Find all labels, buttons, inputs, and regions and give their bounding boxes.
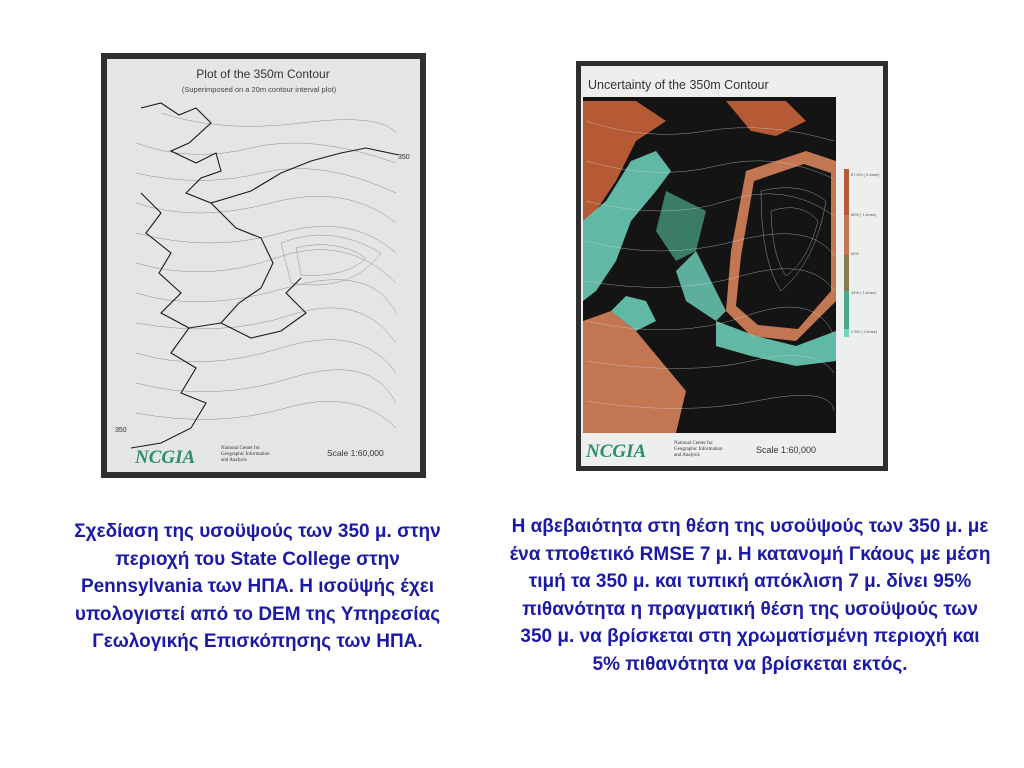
caption-uncertainty: Η αβεβαιότητα στη θέση της υσοϋψούς των 350 μ. με ένα τποθετικό RMSE 7 μ. Η κατανομή Γκάους με μέση τιμή τα 350 μ. και τυπική απόκλιση 7 μ. δίνει 95% πιθανότητα η πραγματική θέση της υσοϋψούς των 350 μ. να βρίσκεται στη χρωματίσμένη περιοχή και 5% πιθανότητα να βρίσκεται εκτός. <box>509 516 991 675</box>
org-line-3: and Analysis <box>674 453 700 458</box>
legend-label-87-5: 87.5% ( 2-tmse) <box>851 172 880 177</box>
uncertainty-map-image <box>576 61 888 471</box>
org-line-3: and Analysis <box>221 458 247 463</box>
legend-swatch-34 <box>844 291 849 329</box>
legend-label-34: 34% ( 1-tmse) <box>851 290 877 295</box>
legend-swatch-66 <box>844 215 849 255</box>
org-line-1: National Center for <box>221 446 260 451</box>
uncertainty-map-svg <box>576 61 888 471</box>
contour-plot-image <box>101 53 426 478</box>
contour-label-350-top: 350 <box>398 154 410 161</box>
uncertainty-title: Uncertainty of the 350m Contour <box>588 78 769 92</box>
plot-title: Plot of the 350m Contour <box>196 67 330 81</box>
map-scale: Scale 1:60,000 <box>327 448 384 458</box>
caption-contour-plot: Σχεδίαση της υσοϋψούς των 350 μ. στην περιοχή του State College στην Pennsylvania των ΗΠΑ. Η ισοϋψής έχει υπολογιστεί από το DEM της Υπηρεσίας Γεωλογικής Επισκόπησης των ΗΠΑ. <box>74 521 441 652</box>
org-line-2: Geographic Information <box>674 447 723 452</box>
plot-subtitle: (Superimposed on a 20m contour interval plot) <box>181 85 337 94</box>
legend-swatch-2-5 <box>844 329 849 337</box>
ncgia-logo: NCGIA <box>135 447 196 468</box>
legend-swatch-50 <box>844 255 849 291</box>
ncgia-logo: NCGIA <box>586 441 647 462</box>
map-scale: Scale 1:60,000 <box>756 445 817 455</box>
legend-label-50: 50% <box>851 251 860 256</box>
legend-swatch-87-5 <box>844 169 849 215</box>
uncertainty-map <box>583 97 836 433</box>
contour-label-350-bottom: 350 <box>115 427 127 434</box>
legend-label-66: 66% ( 1-tmse) <box>851 212 877 217</box>
contour-plot-svg <box>101 53 426 478</box>
legend-label-2-5: 2.5% ( 2-tmse) <box>851 329 878 334</box>
plate-paper <box>107 59 420 472</box>
org-line-1: National Center for <box>674 441 713 446</box>
org-line-2: Geographic Information <box>221 452 270 457</box>
